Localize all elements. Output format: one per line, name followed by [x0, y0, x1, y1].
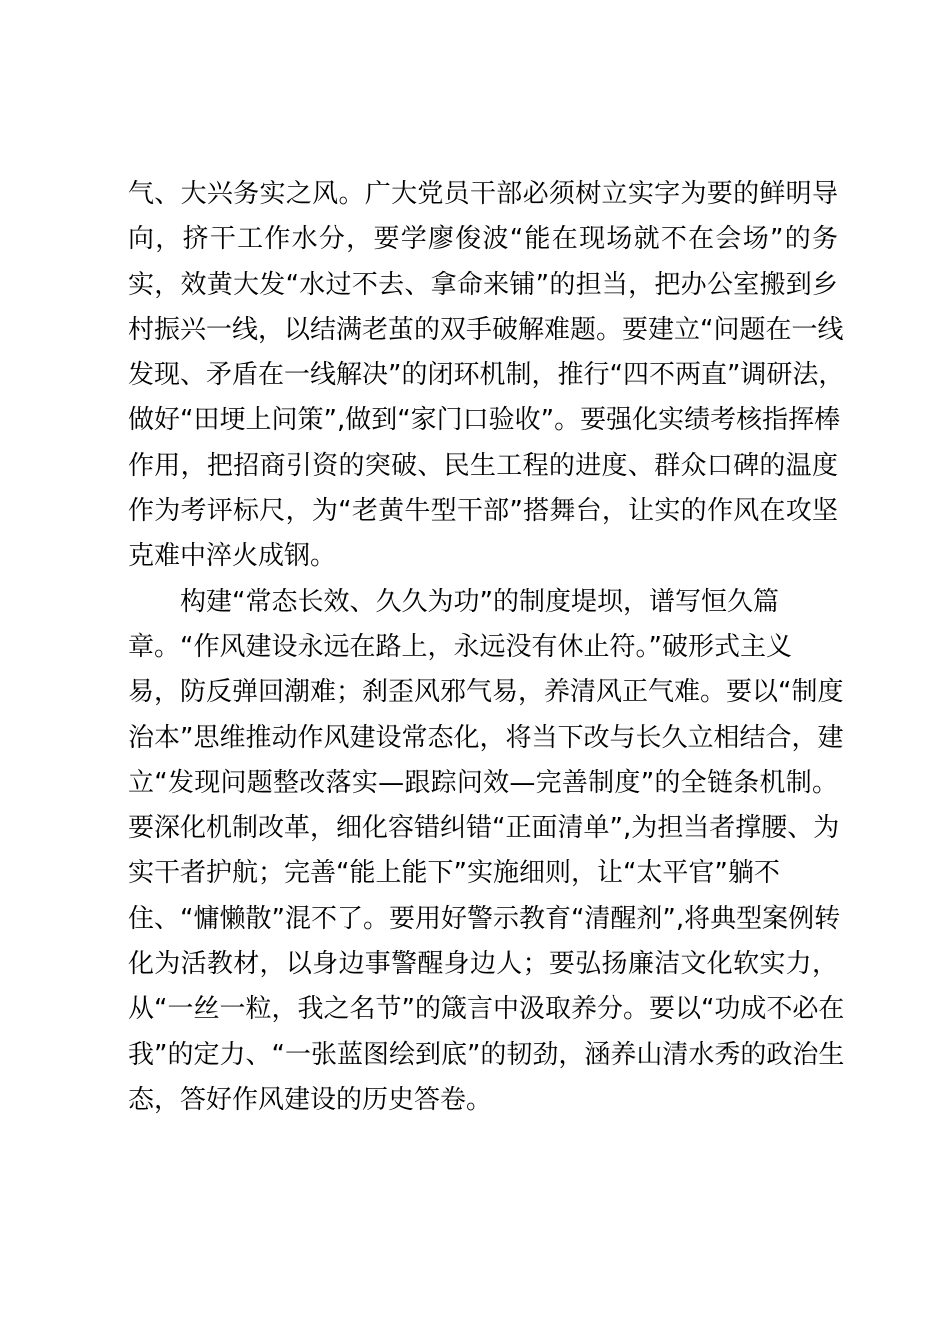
paragraph-line: 立“发现问题整改落实—跟踪问效—完善制度”的全链条机制。 — [128, 767, 838, 798]
paragraph-line: 构建“常态长效、久久为功”的制度堤坝，谱写恒久篇 — [180, 586, 779, 617]
paragraph-line: 作为考评标尺，为“老黄牛型干部”搭舞台，让实的作风在攻坚 — [128, 496, 838, 527]
paragraph-line: 住、“慵懒散”混不了。要用好警示教育“清醒剂”,将典型案例转 — [128, 903, 841, 934]
paragraph-line: 作用，把招商引资的突破、民生工程的进度、群众口碑的温度 — [128, 450, 838, 481]
paragraph-line: 气、大兴务实之风。广大党员干部必须树立实字为要的鲜明导 — [128, 179, 838, 209]
paragraph-line: 要深化机制改革，细化容错纠错“正面清单”,为担当者撑腰、为 — [128, 813, 840, 844]
paragraph-2 — [128, 580, 845, 1124]
paragraph-line: 发现、矛盾在一线解决”的闭环机制，推行“四不两直”调研法， — [128, 360, 845, 391]
paragraph-line: 我”的定力、“一张蓝图绘到底”的韧劲，涵养山清水秀的政治生 — [128, 1039, 845, 1070]
paragraph-line: 实，效黄大发“水过不去、拿命来铺”的担当，把办公室搬到乡 — [128, 269, 838, 300]
paragraph-line: 态，答好作风建设的历史答卷。 — [128, 1084, 493, 1115]
paragraph-line: 做好“田埂上问策”,做到“家门口验收”。要强化实绩考核指挥棒 — [128, 405, 841, 436]
paragraph-line: 向，挤干工作水分，要学廖俊波“能在现场就不在会场”的务 — [128, 224, 838, 255]
paragraph-line: 村振兴一线，以结满老茧的双手破解难题。要建立“问题在一线 — [128, 314, 844, 345]
paragraph-line: 化为活教材，以身边事警醒身边人；要弘扬廉洁文化软实力， — [128, 949, 838, 980]
paragraph-1 — [128, 172, 845, 580]
document-body — [128, 172, 845, 1123]
paragraph-line: 章。“作风建设永远在路上，永远没有休止符。”破形式主义 — [128, 631, 792, 662]
paragraph-line: 克难中淬火成钢。 — [128, 541, 337, 572]
paragraph-line: 治本”思维推动作风建设常态化，将当下改与长久立相结合，建 — [128, 722, 844, 753]
paragraph-line: 实干者护航；完善“能上能下”实施细则，让“太平官”躺不 — [128, 858, 780, 889]
paragraph-line: 从“一丝一粒，我之名节”的箴言中汲取养分。要以“功成不必在 — [128, 994, 845, 1025]
paragraph-line: 易，防反弹回潮难；刹歪风邪气易，养清风正气难。要以“制度 — [128, 677, 844, 708]
